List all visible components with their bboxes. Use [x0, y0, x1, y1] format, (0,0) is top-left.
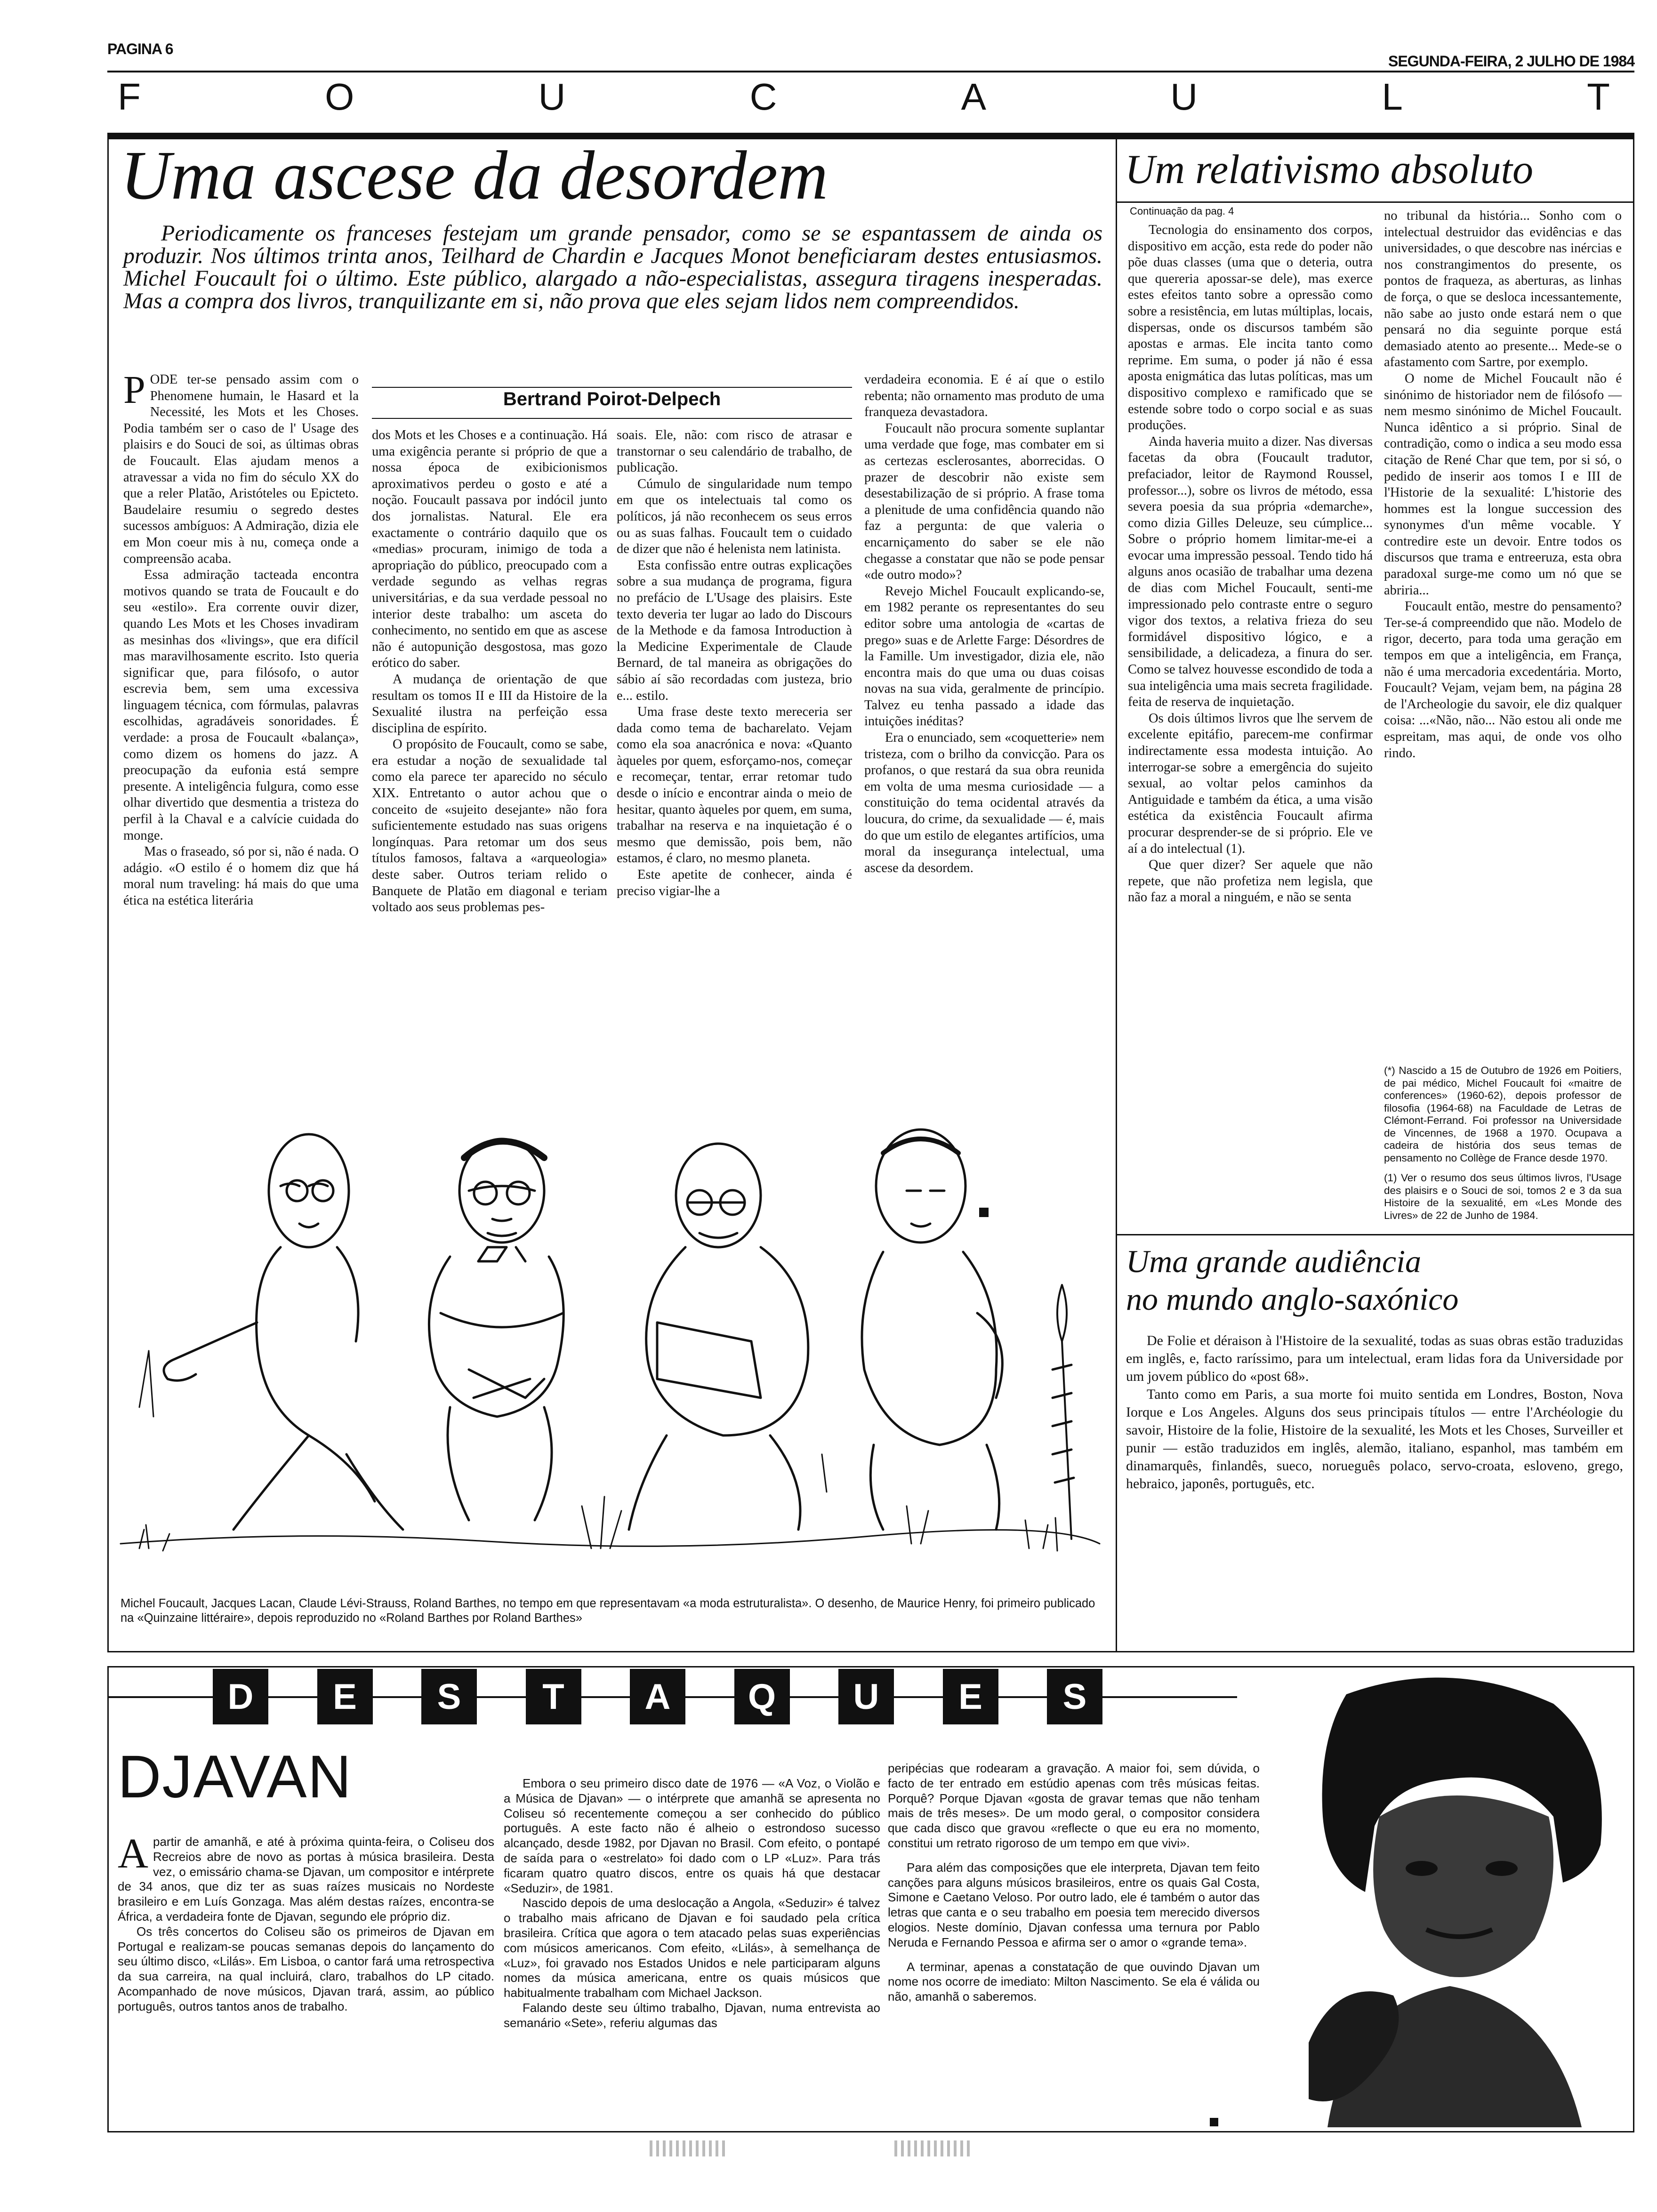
portrait-drawing — [1271, 1675, 1629, 2127]
destaques-frame-bottom — [107, 2131, 1634, 2132]
byline-rule-top — [372, 387, 852, 388]
djavan-column-3 — [888, 1761, 1260, 2004]
cartoon-illustration — [111, 1078, 1112, 1581]
banner-letter: A — [961, 76, 987, 118]
destaques-frame-right — [1633, 1666, 1634, 2132]
paragraph: Esta confissão entre outras explicações sobre a sua mudança de programa, figura no prefácio de L'Usage des plaisirs. Este texto deveria ter lugar ao lado do Discours de la Methode e da famosa Introduction à la Medicine Experimentale de Claude Bernard, de tal maneira as obrigações do sábio aí são recordadas com justeza, brio e... estilo. — [617, 558, 852, 703]
djavan-column-2 — [504, 1776, 880, 2031]
top-rule — [107, 71, 1634, 72]
paragraph: O propósito de Foucault, como se sabe, era estudar a noção de sexualidade tal como ela parece ter aparecido no século XIX. Entretanto o autor achou que o conceito de «sujeito desejante» não fora suficientemente estudado nas suas origens longínquas. Para retomar um dos seus títulos famosos, faltava a «arqueologia» deste saber. Outros teriam relido o Banquete de Platão em diagonal e teriam voltado aos seus problemas pes- — [372, 737, 607, 915]
page-number: PAGINA 6 — [107, 40, 173, 57]
sidebar-footnote-2: (1) Ver o resumo dos seus últimos livros, l'Usage des plaisirs e o Souci de soi, tomos 2 e 3 da sua Histoire de la sexualité, em «Les Monde des Livres» de 22 de Junho de 1984. — [1384, 1172, 1622, 1221]
drop-cap: A — [118, 1830, 148, 1877]
main-article-lede: Periodicamente os franceses festejam um grande pensador, como se se espantassem de ainda os produzir. Nos últimos trinta anos, Teilhard de Chardin e Jacques Monot beneficiaram destes entusiasmos. Michel Foucault foi o último. Este público, alargado a não-especialistas, assegura tiragens inesperadas. Mas a compra dos livros, tranquilizante em si, não prova que eles sejam lidos nem compreendidos. — [123, 221, 1102, 313]
cartoon-caption: Michel Foucault, Jacques Lacan, Claude Lévi-Strauss, Roland Barthes, no tempo em que representavam «a moda estruturalista». O desenho, de Maurice Henry, foi primeiro publicado na «Quinzaine littéraire», depois reproduzido no «Roland Barthes por Roland Barthes» — [121, 1597, 1095, 1625]
paragraph: peripécias que rodearam a gravação. A maior foi, sem dúvida, o facto de ter entrado em estúdio apenas com três músicas feitas. Porquê? Porque Djavan «gosta de gravar temas que não tenham mais de três meses». De um modo geral, o compositor considera que cada disco que gravou «reflecte o que eu era no momento, constitui um retrato rigoroso de um tempo em que vivi». — [888, 1761, 1260, 1850]
scan-edge-mark — [650, 2140, 725, 2156]
frame-left — [107, 139, 109, 1652]
destaques-letter: E — [317, 1669, 373, 1724]
banner-letter: C — [749, 76, 777, 118]
banner-letter: F — [118, 76, 141, 118]
djavan-photo — [1271, 1675, 1629, 2127]
destaques-letter: U — [838, 1669, 894, 1724]
destaques-letter: D — [213, 1669, 268, 1724]
destaques-frame-left — [107, 1666, 109, 2132]
main-article-column-1 — [123, 368, 359, 909]
paragraph: Embora o seu primeiro disco date de 1976 — «A Voz, o Violão e a Música de Djavan» — o intérprete que amanhã se apresenta no Coliseu só recentemente começou a ser conhecido do público português. A este facto não é alheio o estrondoso sucesso alcançado, desde 1982, por Djavan no Brasil. Com efeito, o pontapé de saída para o «estrelato» foi dado com o LP «Luz». Para trás ficaram quatro quatro discos, entre os quais há que destacar «Seduzir», de 1981. — [504, 1776, 880, 1895]
paragraph: partir de amanhã, e até à próxima quinta-feira, o Coliseu dos Recreios abre de novo as portas à música brasileira. Desta vez, o emissário chama-se Djavan, um compositor e intérprete de 34 anos, que diz ter as suas raízes musicais no Nordeste brasileiro e em Luís Gonzaga. Mas além destas raízes, encontra-se África, a verdadeira fonte de Djavan, segundo ele próprio diz. — [118, 1835, 494, 1923]
paragraph: Essa admiração tacteada encontra motivos quando se trata de Foucault e do seu «estilo». Era corrente ouvir dizer, quando Les Mots et les Choses invadiram as mesinhas dos «livings», que era difícil mas maravilhosamente escrito. Isto queria significar que, para filósofo, o autor escrevia bem, sem uma excessiva linguagem técnica, com fórmulas, palavras escolhidas, agradáveis sonoridades. É verdade: a prosa de Foucault «balança», como dizem os homens do jazz. A preocupação da eufonia está sempre presente. A inteligência fulgura, como esse olhar divertido que desmentia a tristeza do perfil à la Chaval e a calvície cuidada do monge. — [123, 568, 359, 843]
paragraph: Era o enunciado, sem «coquetterie» nem tristeza, com o brilho da convicção. Para os profanos, o que restará da sua obra reunida em volta de uma mesma curiosidade — a constituição do tema ocidental através da loucura, do crime, da sexualidade — é, mais do que um estilo de elegantes artifícios, uma moral da insegurança intelectual, uma ascese da desordem. — [864, 730, 1104, 875]
banner-letter: L — [1382, 76, 1403, 118]
paragraph: A mudança de orientação de que resultam os tomos II e III da Histoire de la Sexualité ilustra na perfeição essa disciplina de espírito. — [372, 672, 607, 736]
destaques-letter: S — [1047, 1669, 1102, 1724]
destaques-banner — [213, 1669, 1102, 1725]
destaques-letter: Q — [734, 1669, 790, 1724]
banner-letter: T — [1587, 76, 1610, 118]
paragraph: Foucault então, mestre do pensamento? Ter-se-á compreendido que não. Modelo de rigor, decerto, para toda uma geração em tempos em que a inteligência, em França, não é uma mercadoria excedentária. Morto, Foucault? Vejam, vejam bem, na página 28 de l'Archeologie du savoir, ele diz qualquer coisa: ...«Não, não... Não estou ali onde me espreitam, mas aqui, de onde vos olho rindo. — [1384, 599, 1622, 761]
frame-right — [1633, 139, 1634, 1652]
banner-letter: O — [325, 76, 354, 118]
paragraph: Revejo Michel Foucault explicando-se, em 1982 perante os representantes do seu editor sobre uma antologia de «cartas de prego» suas e de Arlette Farge: Désordres de la Famille. Um investigador, dizia ele, não encontra mais do que uma ou duas coisas novas na sua vida, geralmente de princípio. Talvez eu tenha passado a idade das intuições inéditas? — [864, 584, 1104, 729]
end-mark — [1210, 2118, 1218, 2126]
main-article-title: Uma ascese da desordem — [121, 137, 828, 214]
sidebar-title-rule — [1117, 201, 1634, 203]
paragraph: Tanto como em Paris, a sua morte foi muito sentida em Londres, Boston, Nova Iorque e Los Angeles. Alguns dos seus principais títulos — entre l'Archéologie du savoir, Histoire de la folie, Histoire de la sexualité, les Mots et les Choses, Surveiller et punir — estão traduzidos em inglês, alemão, italiano, espanhol, mas também em dinamarquês, finlandês, sueco, norueguês polaco, servo-croata, esloveno, grego, hebraico, japonês, português, etc. — [1126, 1387, 1623, 1491]
paragraph: soais. Ele, não: com risco de atrasar e transtornar o seu calendário de trabalho, de publicação. — [617, 428, 852, 475]
paragraph: Foucault não procura somente suplantar uma verdade que foge, mas combater em si as certezas esclerosantes, aborrecidas. O prazer de descobrir não existe sem desestabilização de si próprio. A frase toma a plenitude de uma confidência quando não faz a pergunta: de que valeria o encarniçamento do saber se ele não chegasse a constatar que não se pode pensar «de outro modo»? — [864, 421, 1104, 583]
paragraph: Que quer dizer? Ser aquele que não repete, que não profetiza nem legisla, que não faz a moral a ninguém, e não se senta — [1128, 858, 1373, 905]
anglo-title-line-2: no mundo anglo-saxónico — [1126, 1281, 1459, 1317]
paragraph: Tecnologia do ensinamento dos corpos, dispositivo em acção, esta rede do poder não põe duas classes (uma que o deteria, outra que quereria apossar-se dele), mas exerce estes efeitos tanto sobre a opressão como sobre a resistência, em lutas múltiplas, locais, dispersas, onde os discursos também são apostas e armas. Ele incita tanto como reprime. Em suma, o poder já não é essa aposta enigmática das lutas políticas, mas um dispositivo complexo e ramificado que se estende sobre todo o corpo social e as suas produções. — [1128, 223, 1373, 433]
scan-edge-mark — [894, 2140, 970, 2156]
banner-letter: U — [538, 76, 566, 118]
paragraph: O nome de Michel Foucault não é sinónimo de historiador nem de filósofo — nem mesmo sinónimo de Michel Foucault. Nunca idêntico a si próprio. Sinal de contradição, como o indica a seu modo essa citação de René Char que tem, por si só, o pedido de inserir aos tomos I e III de l'Historie de la sexualité: L'historie des hommes est la longue succession des synonymes d'un même vocable. Y contredire este un devoir. Entre todos os discursos que trama e entreeruza, esta obra paradoxal surge-me como um nó que se abriria... — [1384, 371, 1622, 598]
section-banner-foucault — [118, 75, 1610, 132]
issue-date: SEGUNDA-FEIRA, 2 JULHO DE 1984 — [1388, 53, 1634, 70]
continuation-note: Continuação da pag. 4 — [1130, 205, 1234, 217]
paragraph: Cúmulo de singularidade num tempo em que os intelectuais tal como os políticos, já não reconhecem os seus erros ou as suas falhas. Foucault tem o cuidado de dizer que não é helenista nem latinista. — [617, 476, 852, 557]
paragraph: dos Mots et les Choses e a continuação. Há uma exigência perante si próprio de que a nossa época de exibicionismos aproximativos perdeu o gosto e até a noção. Foucault passava por indócil junto dos jornalistas. Natural. Ele era exactamente o contrário daquilo que os «medias» procuram, inimigo de toda a apropriação do público, preocupado com a verdade segundo as velhas regras universitárias, e da sua verdade pessoal no interior deste trabalho: um asceta do conhecimento, no sentido em que as ascese não é autopunição desgostosa, mas gozo erótico do saber. — [372, 428, 607, 671]
cartoon-drawing — [111, 1078, 1112, 1581]
byline: Bertrand Poirot-Delpech — [503, 389, 721, 409]
anglo-rule-top — [1117, 1234, 1634, 1235]
paragraph: Este apetite de conhecer, ainda é preciso vigiar-lhe a — [617, 867, 852, 898]
sidebar-title: Um relativismo absoluto — [1125, 147, 1533, 192]
paragraph: De Folie et déraison à l'Histoire de la sexualité, todas as suas obras estão traduzidas em inglês, e, facto raríssimo, para um intelectual, eram lidas fora da Universidade por um jovem público do «post 68». — [1126, 1333, 1623, 1384]
paragraph: Falando deste seu último trabalho, Djavan, numa entrevista ao semanário «Sete», referiu algumas das — [504, 2000, 880, 2030]
paragraph: no tribunal da história... Sonho com o intelectual destruidor das evidências e das universidades, o que descobre nas inércias e nos constrangimentos do presente, os pontos de fraqueza, as aberturas, as linhas de força, o que se desloca incessantemente, não sabe ao justo onde estará nem o que pensará no dia seguinte porque está demasiado atento ao presente... Mede-se o afastamento com Sartre, por exemplo. — [1384, 208, 1622, 370]
byline-rule-bottom — [372, 418, 852, 419]
paragraph: Mas o fraseado, só por si, não é nada. O adágio. «O estilo é o homem diz que há moral num traveling: há mais do que uma ética na estética literária — [123, 844, 359, 908]
destaques-frame-top — [107, 1666, 1634, 1667]
paragraph: Nascido depois de uma deslocação a Angola, «Seduzir» é talvez o trabalho mais africano de Djavan e foi saudado pela crítica brasileira. Crítica que agora o tem atacado pelas suas experiências com músicos americanos. Com efeito, «Lilás», à semelhança de «Luz», foi gravado nos Estados Unidos e nele participaram alguns nomes da música americana, entre os quais músicos que habitualmente trabalham com Michael Jackson. — [504, 1896, 880, 2000]
sidebar-column-2 — [1384, 208, 1622, 761]
djavan-headline: DJAVAN — [118, 1743, 352, 1811]
column-divider-sidebar — [1116, 139, 1117, 1652]
destaques-letter: A — [630, 1669, 685, 1724]
anglo-body — [1126, 1332, 1623, 1493]
paragraph: Os dois últimos livros que lhe servem de excelente epitáfio, parecem-me confirmar indirectamente essa modesta intuição. Ao interrogar-se sobre a emergência do sujeito sexual, ao voltar pelos caminhos da Antiguidade e também da ética, a uma visão estética da existência Foucault afirma procurar desprender-se de si próprio. Ele ve aí a do intelectual (1). — [1128, 711, 1373, 856]
paragraph: Ainda haveria muito a dizer. Nas diversas facetas da obra (Foucault tradutor, prefaciador, leitor de Raymond Roussel, professor...), sobre os livros de método, essa severa poesia da sua própria «demarche», como dizia Gilles Deleuze, seu cúmplice... Sobre o próprio homem limitar-me-ei a evocar uma impressão pessoal. Tendo tido há alguns anos ocasião de trabalhar uma dezena de dias com Michel Foucault, senti-me impressionado pelo contraste entre o seguro vigor dos textos, a relativa frieza do seu formidável dispositivo lógico, e a sensibilidade, a delicadeza, a finura do ser. Como se talvez houvesse escondido de toda a sua inteligência uma mais secreta fragilidade. feita de reserva de inquietação. — [1128, 434, 1373, 710]
drop-cap: P — [123, 368, 145, 412]
main-article-column-4 — [864, 372, 1104, 876]
main-article-column-3 — [617, 427, 852, 899]
paragraph: Para além das composições que ele interpreta, Djavan tem feito canções para alguns músicos brasileiros, entre os quais Gal Costa, Simone e Caetano Veloso. Por outro lado, ele é também o autor das letras que canta e o seu trabalho em poesia tem merecido diversos elogios. Neste domínio, Djavan confessa uma ternura por Pablo Neruda e Fernando Pessoa e afirma ser o amor o «grande tema». — [888, 1860, 1260, 1949]
paragraph: A terminar, apenas a constatação de que ouvindo Djavan um nome nos ocorre de imediato: Milton Nascimento. Se ela é válida ou não, amanhã o saberemos. — [888, 1959, 1260, 2004]
paragraph: ODE ter-se pensado assim com o Phenomene humain, le Hasard et la Necessité, les Mots et les Choses. Podia também ser o caso de l' Usage des plaisirs e do Souci de soi, as últimas obras de Foucault. Elas ajudam menos a atravessar a vida no fim do século XX do que a reler Platão, Aristóteles ou Epicteto. Baudelaire resumiu o segredo destes sucessos ambíguos: A Admiração, dizia ele em Mon coeur mis à nu, começa onde a compreensão acaba. — [123, 372, 359, 566]
sidebar-footnote-1: (*) Nascido a 15 de Outubro de 1926 em Poitiers, de pai médico, Michel Foucault foi «maitre de conferences» (1960-62), depois professor de filosofia (1964-68) na Faculdade de Letras de Clémont-Ferrand. Foi professor na Universidade de Vincennes, de 1968 a 1970. Ocupava a cadeira de história dos seus temas de pensamento no Collège de France desde 1970. — [1384, 1065, 1622, 1164]
paragraph: verdadeira economia. E é aí que o estilo rebenta; não ornamento mas produto de uma franqueza devastadora. — [864, 372, 1104, 420]
destaques-letter: E — [943, 1669, 998, 1724]
banner-letter: U — [1170, 76, 1198, 118]
destaques-letter: S — [421, 1669, 477, 1724]
paragraph: Uma frase deste texto mereceria ser dada como tema de bacharelato. Vejam como ela soa anacrónica e nova: «Quanto àqueles por quem, esforçamo-nos, começar e recomeçar, tentar, errar retomar tudo desde o início e encontrar ainda o meio de hesitar, quanto àqueles por quem, em suma, trabalhar na reserva e na inquietação é o mesmo que demissão, pois bem, não estamos, é claro, no mesmo planeta. — [617, 705, 852, 866]
destaques-letter: T — [526, 1669, 581, 1724]
djavan-column-1 — [118, 1830, 494, 2014]
frame-bottom — [107, 1651, 1634, 1652]
paragraph: Os três concertos do Coliseu são os primeiros de Djavan em Portugal e realizam-se poucas semanas depois do lançamento do seu último disco, «Lilás». Em Lisboa, o cantor fará uma retrospectiva da sua carreira, na qual incluirá, claro, trabalhos do LP citado. Acompanhado de nove músicos, Djavan trará, assim, ao público português, outros tantos anos de trabalho. — [118, 1924, 494, 2013]
main-article-column-2 — [372, 427, 607, 916]
sidebar-column-1 — [1128, 222, 1373, 906]
anglo-title-line-1: Uma grande audiência — [1126, 1243, 1422, 1279]
